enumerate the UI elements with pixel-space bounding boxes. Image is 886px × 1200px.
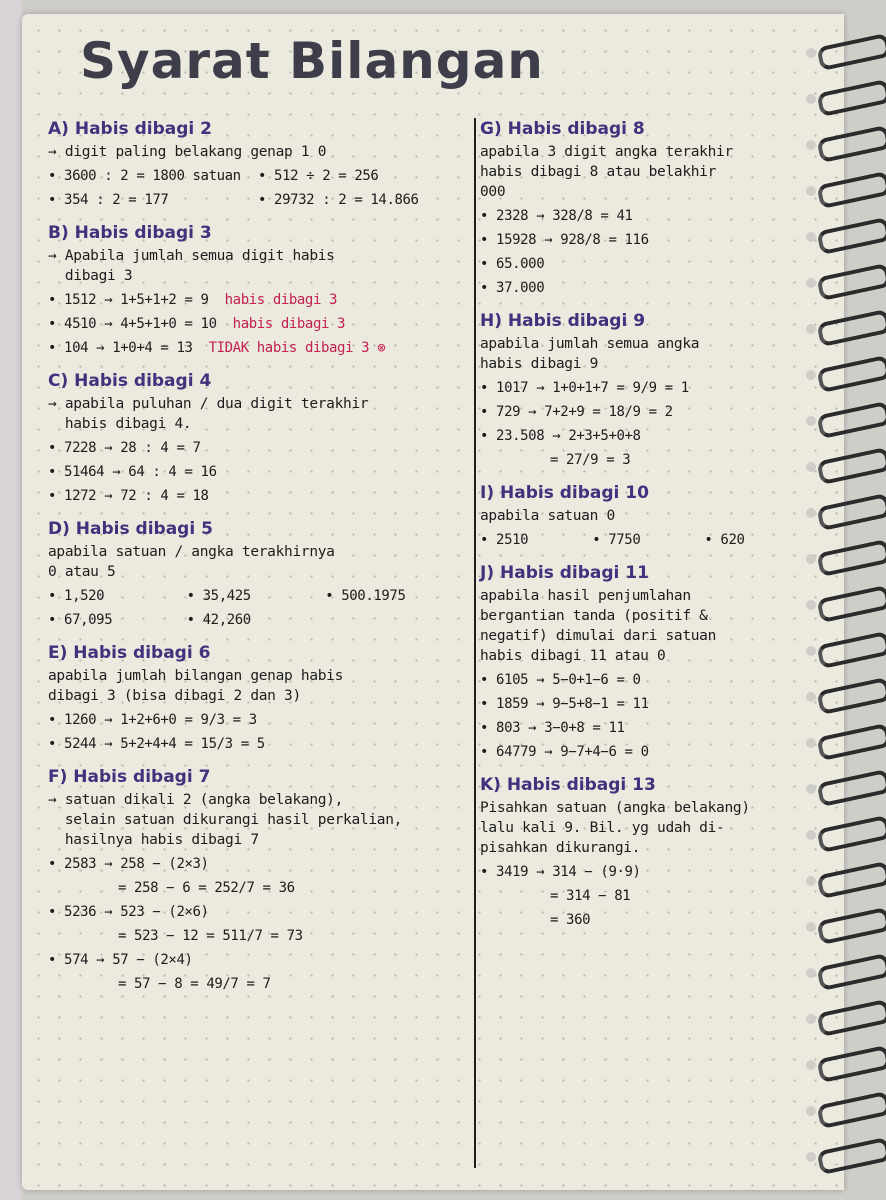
section-heading: E) Habis dibagi 6 (48, 643, 211, 663)
example-item: = 523 − 12 = 511/7 = 73 (118, 928, 303, 944)
left-column (48, 118, 468, 1006)
example-item: • 51464 → 64 : 4 = 16 (48, 464, 217, 480)
section-heading: G) Habis dibagi 8 (480, 119, 645, 139)
section-heading: H) Habis dibagi 9 (480, 311, 646, 331)
example-list (48, 708, 468, 756)
example-item: • 15928 → 928/8 = 116 (480, 232, 649, 248)
binding-hole (806, 278, 816, 288)
example-item: • 2328 → 328/8 = 41 (480, 208, 633, 224)
binding-hole (806, 232, 816, 242)
note-text: TIDAK habis dibagi 3 ⊗ (208, 340, 386, 356)
section-divisible-by-3 (48, 222, 468, 360)
binding-hole (806, 692, 816, 702)
example-item: • 65.000 (480, 256, 545, 272)
notebook-page (22, 14, 844, 1190)
binding-hole (806, 646, 816, 656)
section-heading: K) Habis dibagi 13 (480, 775, 656, 795)
column-divider (474, 118, 476, 1168)
example-item: • 7750 (592, 532, 641, 548)
example-item: = 57 − 8 = 49/7 = 7 (118, 976, 271, 992)
example-item: • 2510 (480, 532, 529, 548)
example-item: • 64779 → 9−7+4−6 = 0 (480, 744, 649, 760)
example-item: • 2583 → 258 − (2×3) (48, 856, 209, 872)
section-rule: → apabila puluhan / dua digit terakhir habis dibagi 4. (48, 396, 369, 432)
example-item: • 1260 → 1+2+6+0 = 9/3 = 3 (48, 712, 257, 728)
example-item: • 29732 : 2 = 14.866 (258, 192, 419, 208)
example-item: • 1272 → 72 : 4 = 18 (48, 488, 209, 504)
binding-hole (806, 1106, 816, 1116)
example-item: • 512 ÷ 2 = 256 (258, 168, 379, 184)
example-item: • 5244 → 5+2+4+4 = 15/3 = 5 (48, 736, 265, 752)
binding-hole (806, 968, 816, 978)
example-list (480, 668, 820, 764)
binding-hole (806, 370, 816, 380)
section-rule: → satuan dikali 2 (angka belakang), selain satuan dikurangi hasil perkalian, hasilnya habis dibagi 7 (48, 792, 403, 848)
section-divisible-by-11 (480, 562, 820, 764)
binding-hole (806, 508, 816, 518)
section-divisible-by-4 (48, 370, 468, 508)
section-divisible-by-9 (480, 310, 820, 472)
example-list (48, 436, 468, 508)
section-rule: apabila satuan / angka terakhirnya 0 atau 5 (48, 544, 335, 580)
example-item: = 360 (550, 912, 591, 928)
section-divisible-by-10 (480, 482, 820, 552)
binding-hole (806, 1152, 816, 1162)
example-item: • 1,520 (48, 588, 105, 604)
binding-hole (806, 1014, 816, 1024)
section-divisible-by-6 (48, 642, 468, 756)
section-rule: apabila satuan 0 (480, 508, 615, 524)
binding-hole (806, 554, 816, 564)
binding-hole (806, 416, 816, 426)
binding-hole (806, 922, 816, 932)
section-heading: F) Habis dibagi 7 (48, 767, 211, 787)
example-item: • 1859 → 9−5+8−1 = 11 (480, 696, 649, 712)
section-divisible-by-2 (48, 118, 468, 212)
right-column (480, 118, 820, 942)
example-list (480, 528, 820, 552)
example-item: • 1017 → 1+0+1+7 = 9/9 = 1 (480, 380, 689, 396)
example-item: • 37.000 (480, 280, 545, 296)
section-divisible-by-7 (48, 766, 468, 996)
example-item: • 803 → 3−0+8 = 11 (480, 720, 625, 736)
example-list (48, 852, 468, 996)
example-item: • 3600 : 2 = 1800 satuan (48, 168, 241, 184)
example-item: • 67,095 (48, 612, 113, 628)
example-list (480, 376, 820, 472)
example-item: • 620 (704, 532, 745, 548)
example-item: • 574 → 57 − (2×4) (48, 952, 193, 968)
example-item: • 3419 → 314 − (9·9) (480, 864, 641, 880)
example-list (48, 288, 468, 360)
section-rule: Pisahkan satuan (angka belakang) lalu kali 9. Bil. yg udah di- pisahkan dikurangi. (480, 800, 750, 856)
example-list (48, 584, 468, 632)
binding-hole (806, 140, 816, 150)
binding-hole (806, 876, 816, 886)
example-list (48, 164, 468, 212)
page-title: Syarat Bilangan (80, 32, 544, 90)
example-item: = 314 − 81 (550, 888, 631, 904)
binding-hole (806, 784, 816, 794)
example-item: • 6105 → 5−0+1−6 = 0 (480, 672, 641, 688)
section-heading: C) Habis dibagi 4 (48, 371, 212, 391)
note-text: habis dibagi 3 (224, 292, 338, 308)
example-item: • 354 : 2 = 177 (48, 192, 169, 208)
section-rule: apabila jumlah bilangan genap habis dibagi 3 (bisa dibagi 2 dan 3) (48, 668, 344, 704)
binding-hole (806, 1060, 816, 1070)
section-heading: J) Habis dibagi 11 (480, 563, 649, 583)
example-item: • 5236 → 523 − (2×6) (48, 904, 209, 920)
binding-hole (806, 600, 816, 610)
binding-hole (806, 48, 816, 58)
example-item: = 258 − 6 = 252/7 = 36 (118, 880, 295, 896)
binding-hole (806, 830, 816, 840)
example-list (480, 204, 820, 300)
binding-hole (806, 738, 816, 748)
example-item: • 7228 → 28 : 4 = 7 (48, 440, 201, 456)
section-rule: → digit paling belakang genap 1 0 (48, 144, 327, 160)
example-item: • 500.1975 (325, 588, 406, 604)
background-strip (0, 0, 22, 1200)
example-item: • 42,260 (186, 612, 251, 628)
binding-hole (806, 186, 816, 196)
section-heading: I) Habis dibagi 10 (480, 483, 649, 503)
section-rule: apabila hasil penjumlahan bergantian tanda (positif & negatif) dimulai dari satuan habis dibagi 11 atau 0 (480, 588, 717, 664)
binding-hole (806, 94, 816, 104)
example-item: • 23.508 → 2+3+5+0+8 (480, 428, 641, 444)
example-item: = 27/9 = 3 (550, 452, 631, 468)
section-heading: D) Habis dibagi 5 (48, 519, 213, 539)
binding-hole (806, 462, 816, 472)
section-heading: A) Habis dibagi 2 (48, 119, 212, 139)
section-divisible-by-5 (48, 518, 468, 632)
example-item: • 104 → 1+0+4 = 13 TIDAK habis dibagi 3 ⊗ (48, 340, 386, 356)
section-divisible-by-13 (480, 774, 820, 932)
section-heading: B) Habis dibagi 3 (48, 223, 212, 243)
example-item: • 4510 → 4+5+1+0 = 10 habis dibagi 3 (48, 316, 346, 332)
example-item: • 729 → 7+2+9 = 18/9 = 2 (480, 404, 673, 420)
section-rule: apabila 3 digit angka terakhir habis dibagi 8 atau belakhir 000 (480, 144, 733, 200)
section-rule: apabila jumlah semua angka habis dibagi 9 (480, 336, 700, 372)
example-item: • 1512 → 1+5+1+2 = 9 habis dibagi 3 (48, 292, 338, 308)
section-divisible-by-8 (480, 118, 820, 300)
section-rule: → Apabila jumlah semua digit habis dibagi 3 (48, 248, 335, 284)
binding-hole (806, 324, 816, 334)
note-text: habis dibagi 3 (232, 316, 346, 332)
example-item: • 35,425 (186, 588, 251, 604)
example-list (480, 860, 820, 932)
